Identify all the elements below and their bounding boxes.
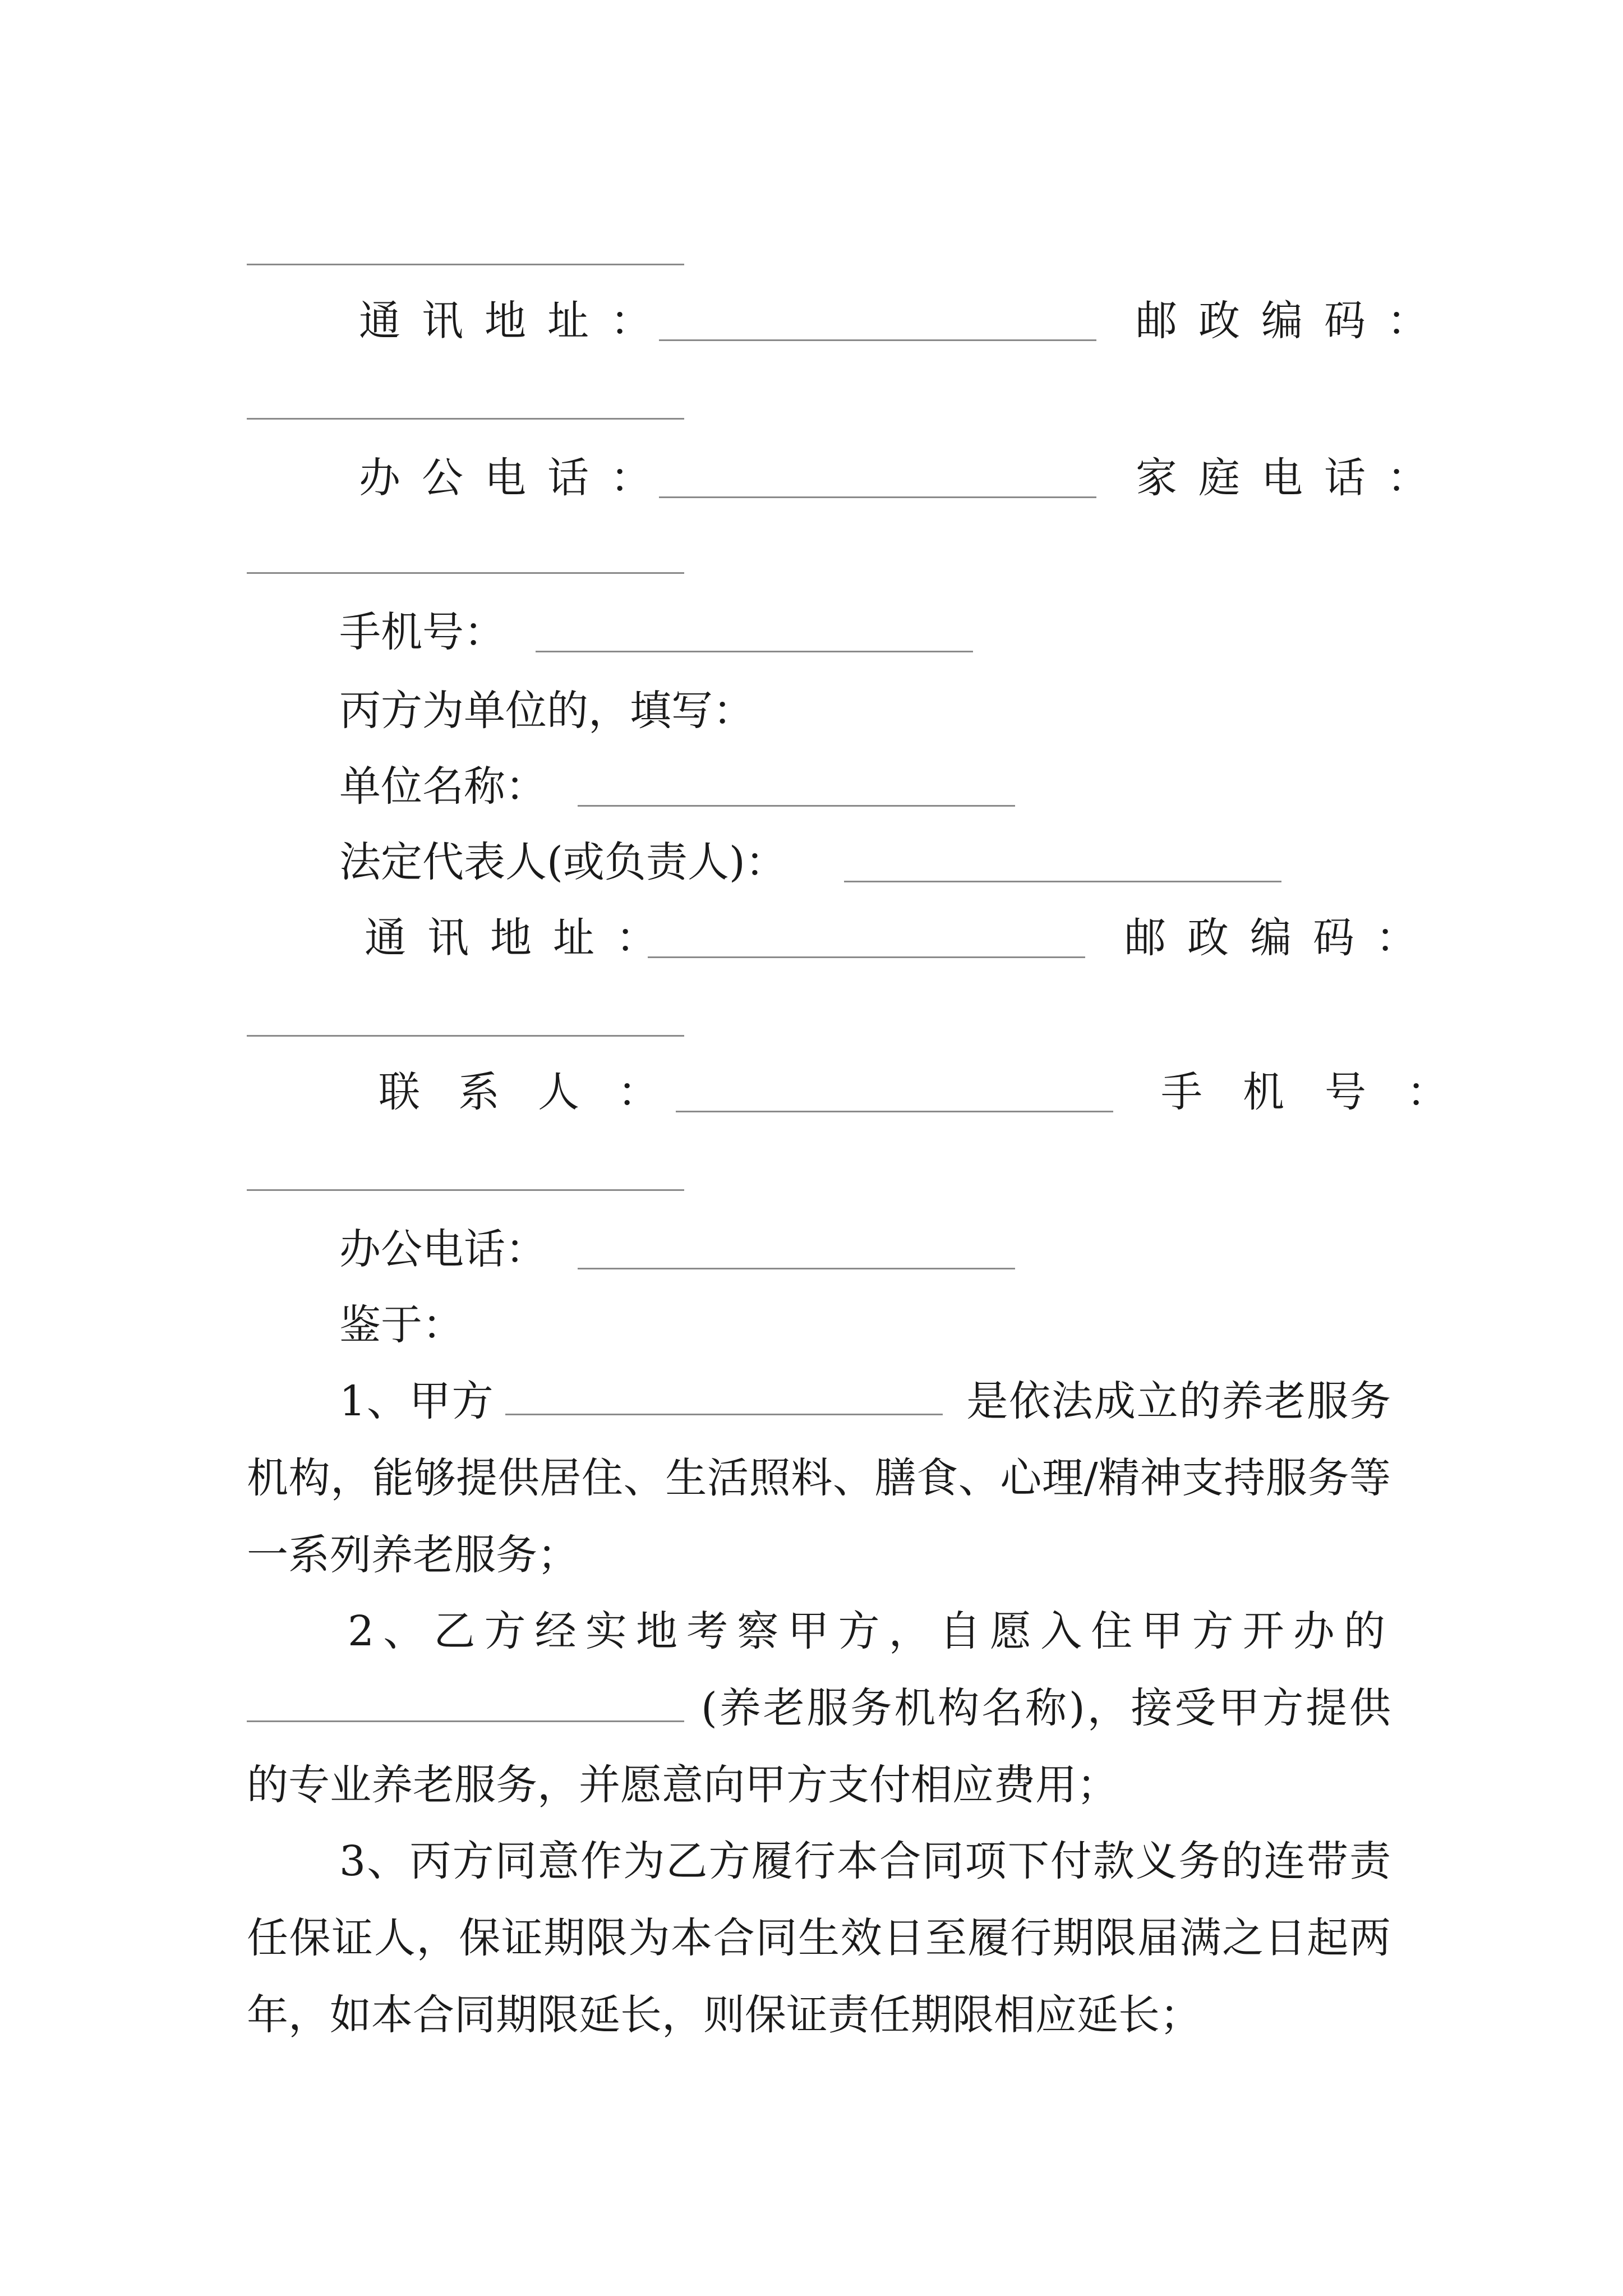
mobile-field[interactable] xyxy=(536,651,973,652)
office-phone-field[interactable] xyxy=(659,496,1096,498)
item1-rest: 是依法成立的养老服务机构，能够提供居住、生活照料、膳食、心理/精神支持服务等一系列养老服务； xyxy=(247,1377,1391,1579)
office-phone-label: 办公电话： xyxy=(359,454,673,502)
mobile-label: 手机号： xyxy=(339,608,505,656)
blank-line-top[interactable] xyxy=(247,264,684,265)
unit-intro: 丙方为单位的，填写： xyxy=(339,687,754,735)
whereas-item-2 xyxy=(247,1593,1391,1824)
mobile-field-2[interactable] xyxy=(247,1189,684,1191)
whereas-item-1 xyxy=(247,1363,1391,1594)
unit-name-label: 单位名称： xyxy=(339,762,547,811)
party-a-name-field[interactable] xyxy=(505,1391,943,1415)
office-phone-label-2: 办公电话： xyxy=(339,1225,547,1273)
contact-label: 联系人： xyxy=(379,1068,697,1116)
item2-prefix: 2、乙方经实地考察甲方，自愿入住甲方开办的 xyxy=(348,1607,1391,1655)
comm-address-label-2: 通讯地址： xyxy=(365,914,679,962)
contact-field[interactable] xyxy=(676,1111,1113,1112)
postal-code-field[interactable] xyxy=(247,418,684,420)
institution-name-field[interactable] xyxy=(247,1698,684,1722)
postal-code-label-2: 邮政编码： xyxy=(1124,914,1438,962)
office-phone-field-2[interactable] xyxy=(578,1268,1015,1269)
postal-code-label: 邮政编码： xyxy=(1136,297,1450,345)
whereas-item-3: 3、丙方同意作为乙方履行本合同项下付款义务的连带责任保证人，保证期限为本合同生效日至履行期限届满之日起两年，如本合同期限延长，则保证责任期限相应延长； xyxy=(247,1837,1391,2039)
item2-rest: (养老服务机构名称)，接受甲方提供的专业养老服务，并愿意向甲方支付相应费用； xyxy=(247,1684,1391,1809)
legal-rep-field[interactable] xyxy=(844,881,1281,882)
postal-code-field-2[interactable] xyxy=(247,1035,684,1037)
comm-address-field-2[interactable] xyxy=(648,956,1085,958)
mobile-label-2: 手机号： xyxy=(1161,1068,1488,1116)
unit-name-field[interactable] xyxy=(578,805,1015,807)
item1-prefix: 1、甲方 xyxy=(339,1377,495,1425)
home-phone-field[interactable] xyxy=(247,572,684,574)
comm-address-label: 通讯地址： xyxy=(359,297,673,345)
home-phone-label: 家庭电话： xyxy=(1136,454,1450,502)
whereas-heading: 鉴于： xyxy=(339,1301,464,1349)
legal-rep-label: 法定代表人(或负责人)： xyxy=(339,838,787,886)
comm-address-field[interactable] xyxy=(659,339,1096,341)
